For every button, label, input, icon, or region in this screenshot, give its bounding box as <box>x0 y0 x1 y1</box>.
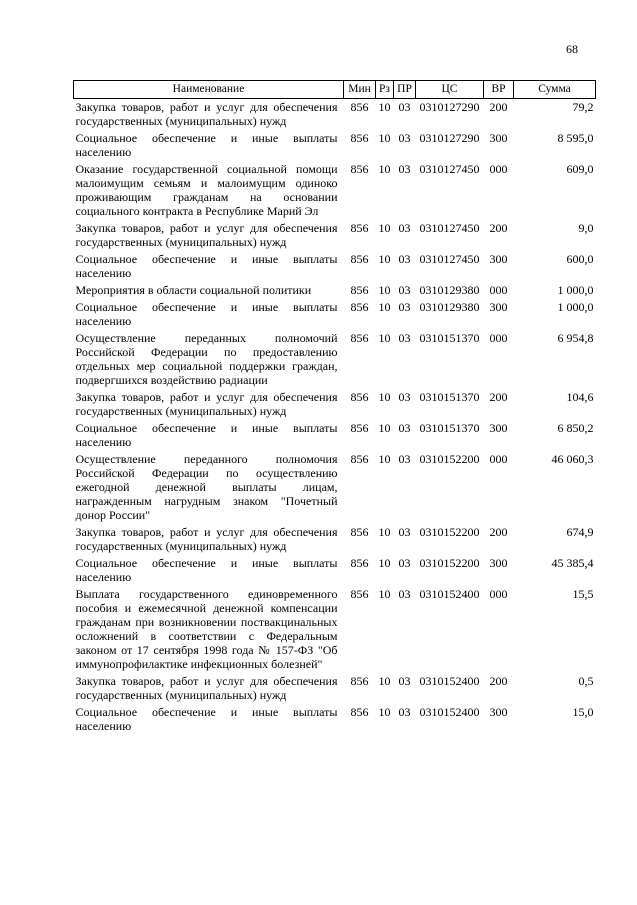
row-vr: 200 <box>489 525 508 539</box>
table-row <box>74 161 596 220</box>
row-name: Осуществление переданного полномочия Российской Федерации по осуществлению ежегодной денежной выплаты лицам, награжденным нагрудным знаком "Почетный донор России" <box>75 452 338 522</box>
header-vr: ВР <box>484 81 514 99</box>
row-pr: 03 <box>398 252 411 266</box>
row-pr: 03 <box>398 162 411 176</box>
row-min: 856 <box>350 331 369 345</box>
row-pr: 03 <box>398 525 411 539</box>
row-min: 856 <box>350 556 369 570</box>
row-vr: 000 <box>489 162 508 176</box>
row-name: Мероприятия в области социальной политики <box>75 283 312 297</box>
row-rz: 10 <box>378 331 391 345</box>
header-min: Мин <box>344 81 376 99</box>
row-cs: 0310127450 <box>419 221 480 235</box>
row-name: Закупка товаров, работ и услуг для обеспечения государственных (муниципальных) нужд <box>75 100 338 128</box>
row-min: 856 <box>350 452 369 466</box>
table-row <box>74 99 596 131</box>
row-vr: 300 <box>489 421 508 435</box>
row-pr: 03 <box>398 674 411 688</box>
row-sum: 104,6 <box>566 390 594 404</box>
table-row <box>74 130 596 161</box>
header-sum: Сумма <box>514 81 596 99</box>
row-rz: 10 <box>378 525 391 539</box>
row-cs: 0310152200 <box>419 556 480 570</box>
row-cs: 0310152400 <box>419 674 480 688</box>
row-vr: 000 <box>489 331 508 345</box>
row-rz: 10 <box>378 162 391 176</box>
row-rz: 10 <box>378 556 391 570</box>
page-number: 68 <box>566 42 578 56</box>
table-row <box>74 524 596 555</box>
row-name: Социальное обеспечение и иные выплаты населению <box>75 421 338 449</box>
row-min: 856 <box>350 525 369 539</box>
row-cs: 0310127290 <box>419 131 480 145</box>
table-row <box>74 555 596 586</box>
row-sum: 0,5 <box>578 674 594 688</box>
row-pr: 03 <box>398 390 411 404</box>
budget-table <box>73 80 596 735</box>
row-min: 856 <box>350 221 369 235</box>
row-min: 856 <box>350 252 369 266</box>
row-sum: 46 060,3 <box>551 452 594 466</box>
row-sum: 6 850,2 <box>557 421 594 435</box>
row-sum: 674,9 <box>566 525 594 539</box>
table-row <box>74 704 596 735</box>
row-rz: 10 <box>378 100 391 114</box>
row-rz: 10 <box>378 131 391 145</box>
row-vr: 300 <box>489 300 508 314</box>
table-row <box>74 420 596 451</box>
row-name: Закупка товаров, работ и услуг для обеспечения государственных (муниципальных) нужд <box>75 525 338 553</box>
row-name: Закупка товаров, работ и услуг для обеспечения государственных (муниципальных) нужд <box>75 221 338 249</box>
row-pr: 03 <box>398 587 411 601</box>
row-cs: 0310127450 <box>419 252 480 266</box>
row-sum: 600,0 <box>566 252 594 266</box>
row-pr: 03 <box>398 131 411 145</box>
row-min: 856 <box>350 587 369 601</box>
row-name: Социальное обеспечение и иные выплаты населению <box>75 252 338 280</box>
row-vr: 300 <box>489 556 508 570</box>
row-rz: 10 <box>378 705 391 719</box>
row-sum: 1 000,0 <box>557 283 594 297</box>
row-rz: 10 <box>378 674 391 688</box>
row-name: Выплата государственного единовременного пособия и ежемесячной денежной компенсации гражданам при возникновении поствакцинальных осложнений в соответствии с Федеральным законом от 17 сентября 1998 года № 157-ФЗ "Об иммунопрофилактике инфекционных болезней" <box>75 587 338 671</box>
row-pr: 03 <box>398 556 411 570</box>
row-vr: 300 <box>489 705 508 719</box>
row-cs: 0310152200 <box>419 452 480 466</box>
row-min: 856 <box>350 674 369 688</box>
row-pr: 03 <box>398 221 411 235</box>
row-cs: 0310127450 <box>419 162 480 176</box>
row-vr: 300 <box>489 131 508 145</box>
row-sum: 6 954,8 <box>557 331 594 345</box>
row-cs: 0310152400 <box>419 587 480 601</box>
row-rz: 10 <box>378 587 391 601</box>
row-pr: 03 <box>398 283 411 297</box>
row-cs: 0310151370 <box>419 390 480 404</box>
table-row <box>74 282 596 299</box>
table-row <box>74 251 596 282</box>
row-min: 856 <box>350 705 369 719</box>
table-header-row <box>74 81 596 99</box>
row-name: Социальное обеспечение и иные выплаты населению <box>75 556 338 584</box>
row-min: 856 <box>350 162 369 176</box>
row-vr: 000 <box>489 452 508 466</box>
row-name: Социальное обеспечение и иные выплаты населению <box>75 300 338 328</box>
row-vr: 200 <box>489 390 508 404</box>
row-rz: 10 <box>378 252 391 266</box>
row-vr: 200 <box>489 674 508 688</box>
header-cs: ЦС <box>416 81 484 99</box>
row-cs: 0310152400 <box>419 705 480 719</box>
table-row <box>74 389 596 420</box>
row-rz: 10 <box>378 421 391 435</box>
row-rz: 10 <box>378 452 391 466</box>
row-rz: 10 <box>378 390 391 404</box>
row-name: Оказание государственной социальной помощи малоимущим семьям и малоимущим одиноко проживающим гражданам на основании социального контракта в Республике Марий Эл <box>75 162 338 218</box>
row-sum: 15,0 <box>572 705 594 719</box>
row-pr: 03 <box>398 300 411 314</box>
row-pr: 03 <box>398 705 411 719</box>
row-sum: 1 000,0 <box>557 300 594 314</box>
row-vr: 000 <box>489 587 508 601</box>
table-row <box>74 330 596 389</box>
table-row <box>74 673 596 704</box>
row-min: 856 <box>350 390 369 404</box>
row-vr: 200 <box>489 100 508 114</box>
row-pr: 03 <box>398 421 411 435</box>
row-pr: 03 <box>398 452 411 466</box>
row-vr: 200 <box>489 221 508 235</box>
row-sum: 609,0 <box>566 162 594 176</box>
table-row <box>74 586 596 673</box>
table-row <box>74 299 596 330</box>
row-min: 856 <box>350 300 369 314</box>
table-row <box>74 451 596 524</box>
row-min: 856 <box>350 100 369 114</box>
row-min: 856 <box>350 421 369 435</box>
row-vr: 000 <box>489 283 508 297</box>
row-cs: 0310127290 <box>419 100 480 114</box>
row-pr: 03 <box>398 331 411 345</box>
header-rz: Рз <box>376 81 394 99</box>
header-name: Наименование <box>74 81 344 99</box>
row-rz: 10 <box>378 221 391 235</box>
row-name: Закупка товаров, работ и услуг для обеспечения государственных (муниципальных) нужд <box>75 390 338 418</box>
row-min: 856 <box>350 131 369 145</box>
row-cs: 0310151370 <box>419 421 480 435</box>
table-row <box>74 220 596 251</box>
row-cs: 0310129380 <box>419 283 480 297</box>
header-pr: ПР <box>394 81 416 99</box>
row-sum: 15,5 <box>572 587 594 601</box>
row-cs: 0310129380 <box>419 300 480 314</box>
row-cs: 0310152200 <box>419 525 480 539</box>
row-sum: 45 385,4 <box>551 556 594 570</box>
row-name: Осуществление переданных полномочий Российской Федерации по предоставлению отдельных мер социальной поддержки граждан, подвергшихся воздействию радиации <box>75 331 338 387</box>
row-sum: 79,2 <box>572 100 594 114</box>
row-cs: 0310151370 <box>419 331 480 345</box>
row-name: Социальное обеспечение и иные выплаты населению <box>75 705 338 733</box>
row-rz: 10 <box>378 300 391 314</box>
row-sum: 9,0 <box>578 221 594 235</box>
row-name: Социальное обеспечение и иные выплаты населению <box>75 131 338 159</box>
row-pr: 03 <box>398 100 411 114</box>
row-sum: 8 595,0 <box>557 131 594 145</box>
row-vr: 300 <box>489 252 508 266</box>
row-min: 856 <box>350 283 369 297</box>
row-rz: 10 <box>378 283 391 297</box>
row-name: Закупка товаров, работ и услуг для обеспечения государственных (муниципальных) нужд <box>75 674 338 702</box>
